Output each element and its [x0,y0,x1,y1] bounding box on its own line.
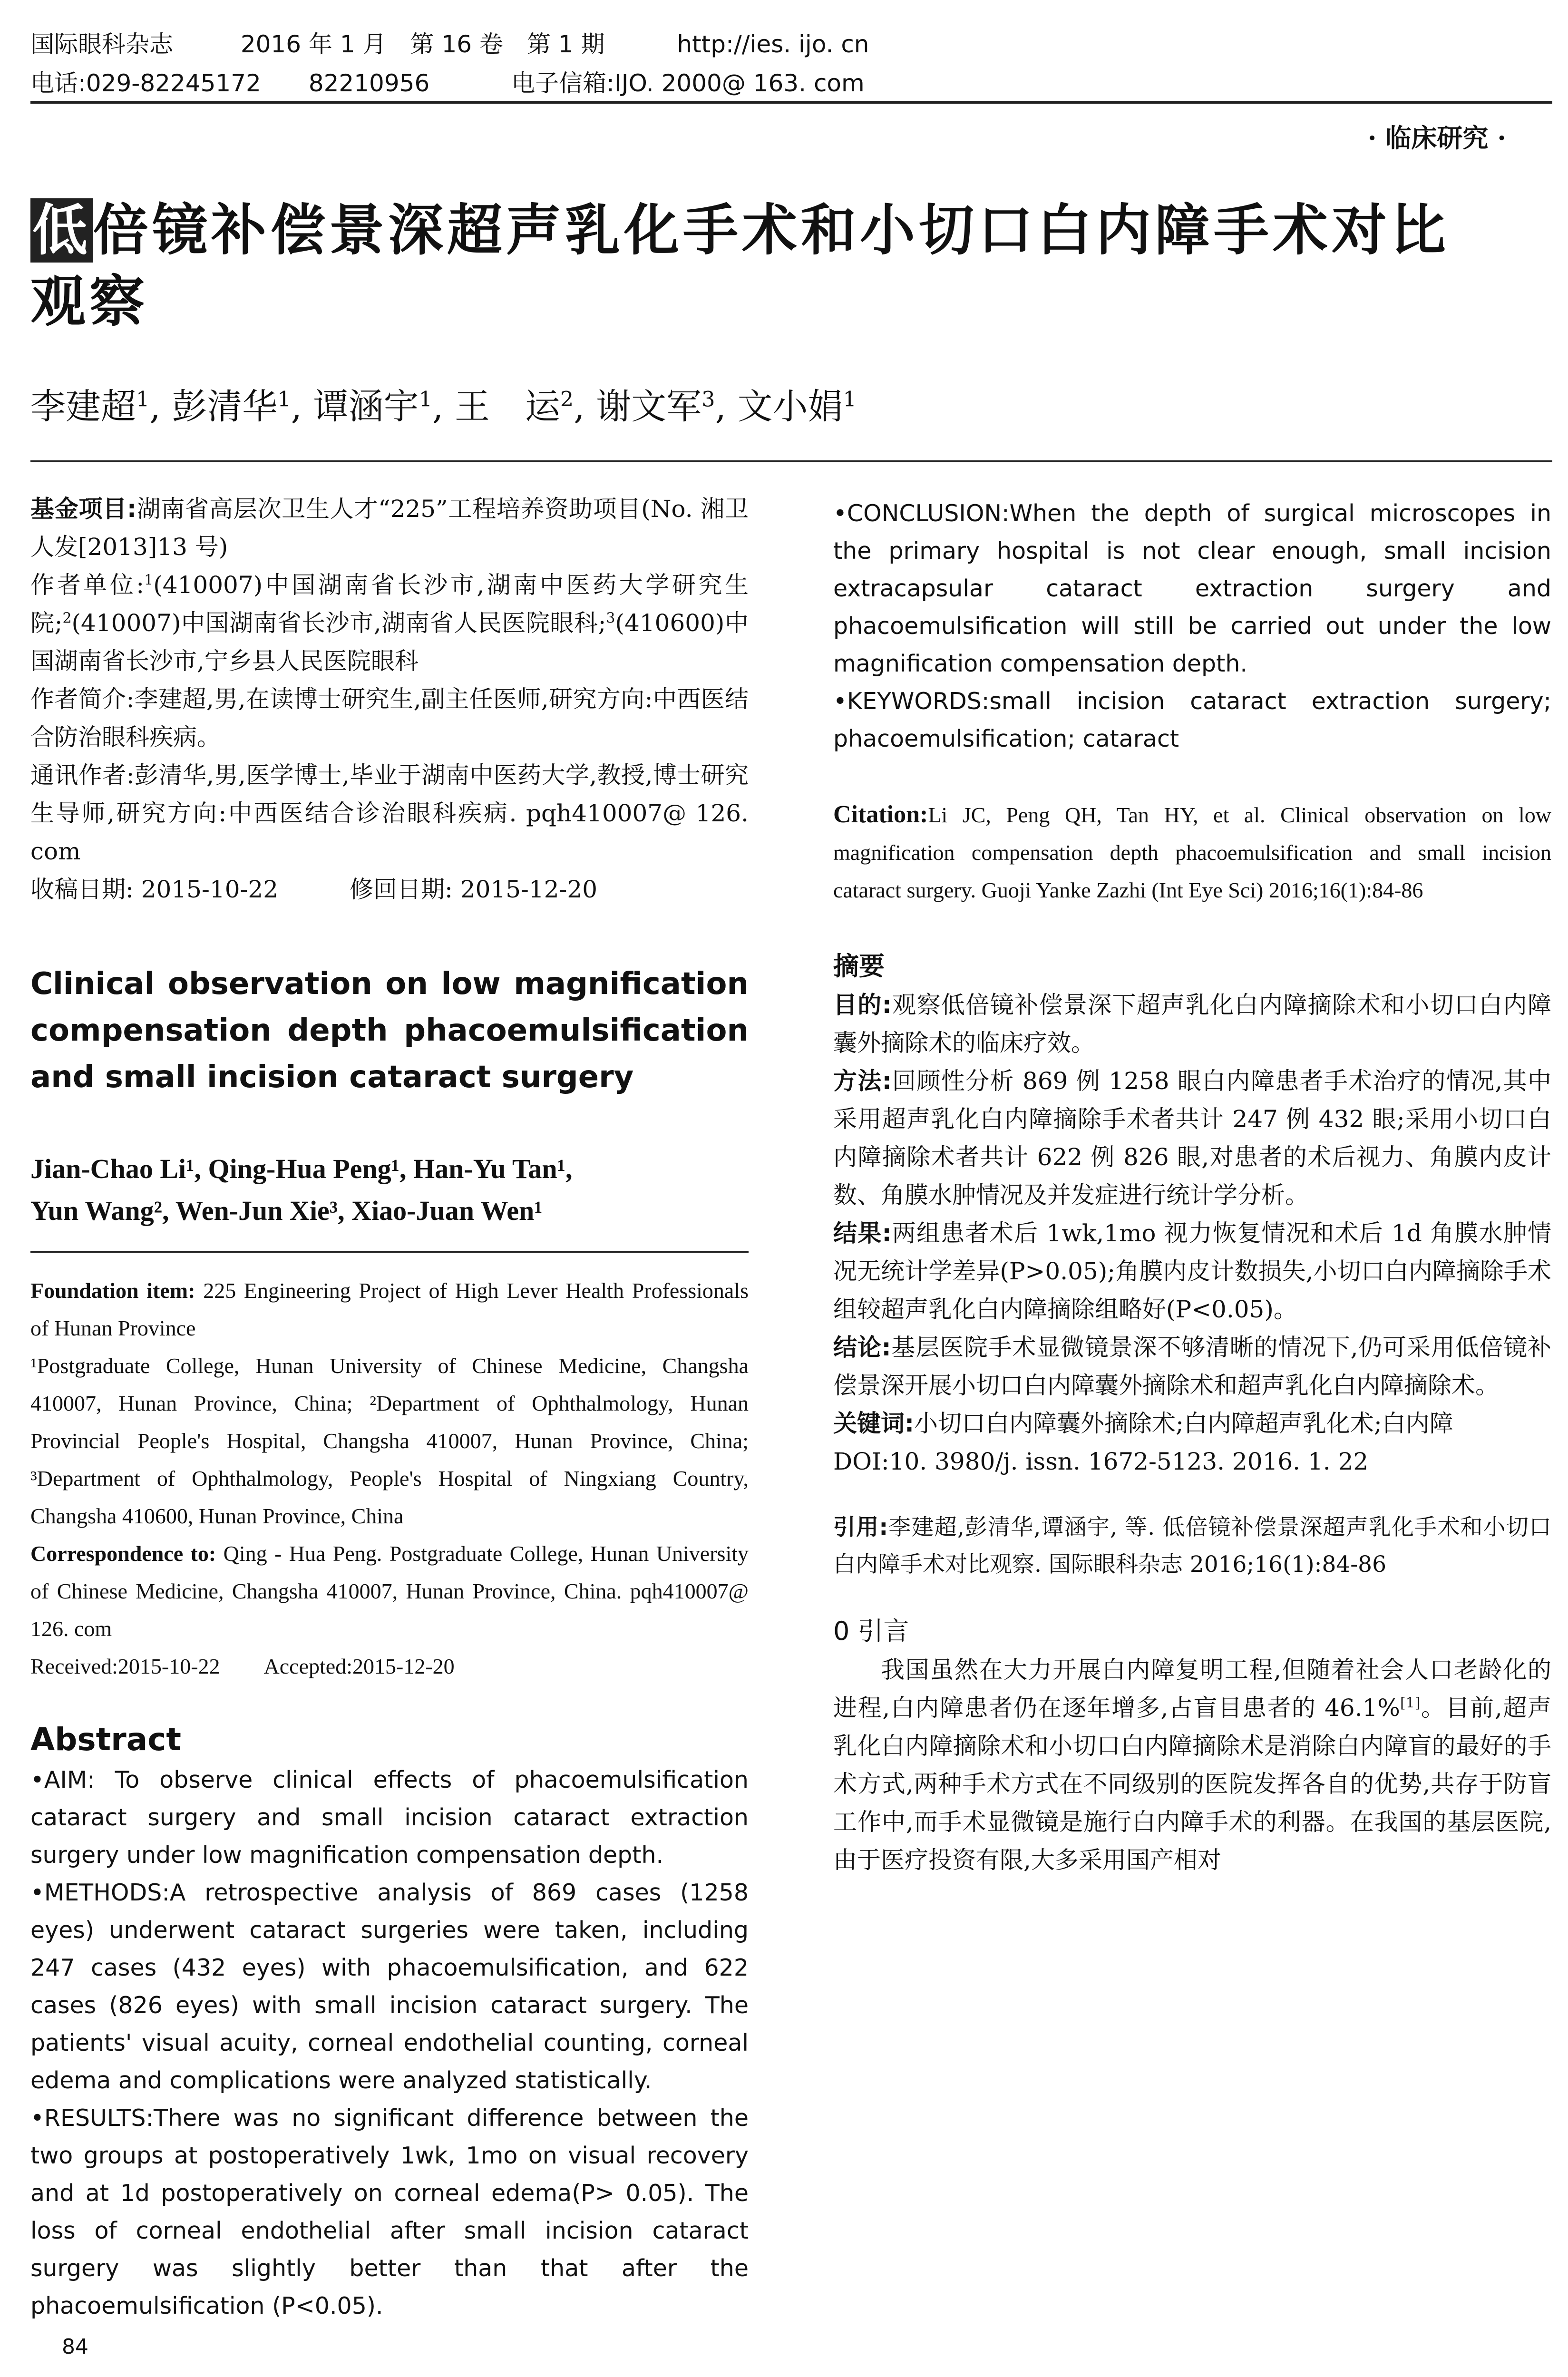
fund-cn: 基金项目:湖南省高层次卫生人才“225”工程培养资助项目(No. 湘卫人发[2013]13 号) [30,495,749,561]
author-cn: 文小娟 [737,386,843,427]
abstract-methods: •METHODS:A retrospective analysis of 869 cases (1258 eyes) underwent cataract surgeries were taken, including 247 cases (432 eyes) with phacoemulsification, and 622 cases (826 eyes) with small incision cataract surgery. The patients' visual acuity, corneal endothelial counting, corneal edema and complications were analyzed statistically. [30,1879,749,2094]
zh-keywords: 关键词:小切口白内障囊外摘除术;白内障超声乳化术;白内障 [833,1410,1453,1437]
phone-info: 电话:029-82245172 82210956 [30,69,430,97]
journal-url[interactable]: http://ies. ijo. cn [677,30,869,58]
authors-cn: 李建超$^1$, 彭清华$^1$, 谭涵宇$^1$, 王 运$^2$, 谢文军$^3$, 文小娟$^1$ [30,386,857,427]
zh-aim: 目的:观察低倍镜补偿景深下超声乳化白内障摘除术和小切口白内障囊外摘除术的临床疗效。 [833,991,1552,1057]
doi: DOI:10. 3980/j. issn. 1672-5123. 2016. 1. 22 [833,1448,1369,1475]
title-line1: 倍镜补偿景深超声乳化手术和小切口白内障手术对比 [93,198,1450,263]
journal-name: 国际眼科杂志 [30,30,173,58]
issue-info: 2016 年 1 月 第 16 卷 第 1 期 [240,30,605,58]
foundation-en: Foundation item: 225 Engineering Project of High Lever Health Professionals of Hunan Province [30,1278,749,1340]
abstract-aim: •AIM: To observe clinical effects of phacoemulsification cataract surgery and small incision cataract extraction surgery under low magnification compensation depth. [30,1766,749,1869]
citation-en: Citation:Li JC, Peng QH, Tan HY, et al. Clinical observation on low magnification compensation depth phacoemulsification and small incision cataract surgery. Guoji Yanke Zazhi (Int Eye Sci) 2016;16(1):84-86 [833,801,1551,902]
dates-cn: 收稿日期: 2015-10-22 修回日期: 2015-12-20 [30,876,598,903]
bio-cn: 作者简介:李建超,男,在读博士研究生,副主任医师,研究方向:中西医结合防治眼科疾病。 [30,685,749,751]
title-line2: 观察 [30,270,148,334]
left-column [30,490,749,2325]
zh-citation: 引用:李建超,彭清华,谭涵宇, 等. 低倍镜补偿景深超声乳化手术和小切口白内障手术对比观察. 国际眼科杂志 2016;16(1):84-86 [833,1514,1552,1578]
running-header [30,25,1552,106]
section-tag: · 临床研究 · [1367,123,1506,153]
author-cn: 王 运 [454,386,560,427]
title-first-char: 低 [30,198,93,263]
zh-abstract-heading: 摘要 [833,951,885,981]
authors-en-rule [30,1251,749,1253]
abstract-heading: Abstract [30,1721,181,1758]
affiliations-en: ¹Postgraduate College, Hunan University of Chinese Medicine, Changsha 410007, Hunan Province, China; ²Department of Ophthalmology, Hunan Provincial People's Hospital, Changsha 410007, Hunan Province, China; ³Department of Ophthalmology, People's Hospital of Ningxiang Country, Changsha 410600, Hunan Province, China [30,1354,749,1528]
author-cn: 谭涵宇 [313,386,419,427]
author-cn: 彭清华 [172,386,278,427]
author-cn: 谢文军 [596,386,702,427]
abstract-keywords: •KEYWORDS:small incision cataract extraction surgery; phacoemulsification; cataract [833,688,1551,752]
right-column [833,495,1551,1879]
author-cn: 李建超 [30,386,136,427]
email-info: 电子信箱:IJO. 2000@ 163. com [511,69,865,97]
intro-heading: 0 引言 [833,1616,909,1646]
zh-methods: 方法:回顾性分析 869 例 1258 眼白内障患者手术治疗的情况,其中采用超声乳化白内障摘除手术者共计 247 例 432 眼;采用小切口白内障摘除术者共计 622 例 826 眼,对患者的术后视力、角膜内皮计数、角膜水肿情况及并发症进行统计学分析。 [833,1067,1551,1209]
zh-conclusion: 结论:基层医院手术显微镜景深不够清晰的情况下,仍可采用低倍镜补偿景深开展小切口白内障囊外摘除术和超声乳化白内障摘除术。 [833,1334,1551,1399]
article-title [30,195,1567,338]
unit-cn: 作者单位:$^1$(410007)中国湖南省长沙市,湖南中医药大学研究生院;$^2$(410007)中国湖南省长沙市,湖南省人民医院眼科;$^3$(410600)中国湖南省长沙市,宁乡县人民医院眼科 [30,571,749,675]
english-title: Clinical observation on low magnification compensation depth phacoemulsification and small incision cataract surgery [30,966,749,1095]
abstract-results: •RESULTS:There was no significant difference between the two groups at postoperatively 1wk, 1mo on visual recovery and at 1d postoperatively on corneal edema(P> 0.05). The loss of corneal endothelial after small incision cataract surgery was slightly better than that after the phacoemulsification (P<0.05). [30,2104,749,2319]
dates-en: Received:2015-10-22 Accepted:2015-12-20 [30,1654,455,1678]
correspondence-en: Correspondence to: Qing - Hua Peng. Postgraduate College, Hunan University of Chinese Medicine, Changsha 410007, Hunan Province, China. pqh410007@ 126. com [30,1541,749,1641]
header-rule [30,101,1552,104]
abstract-conclusion: •CONCLUSION:When the depth of surgical microscopes in the primary hospital is not clear enough, small incision extracapsular cataract extraction surgery and phacoemulsification will still be carried out under the low magnification compensation depth. [833,500,1551,677]
authors-en: Jian-Chao Li¹, Qing-Hua Peng¹, Han-Yu Tan¹, Yun Wang², Wen-Jun Xie³, Xiao-Juan Wen¹ [30,1153,573,1226]
zh-results: 结果:两组患者术后 1wk,1mo 视力恢复情况和术后 1d 角膜水肿情况无统计学差异(P>0.05);角膜内皮计数损失,小切口白内障摘除手术组较超声乳化白内障摘除组略好(P<0.05)。 [833,1219,1551,1323]
intro-paragraph: 我国虽然在大力开展白内障复明工程,但随着社会人口老龄化的进程,白内障患者仍在逐年增多,占盲目患者的 46.1%[1]。目前,超声乳化白内障摘除术和小切口白内障摘除术是消除白内障盲的最好的手术方式,两种手术方式在不同级别的医院发挥各自的优势,共存于防盲工作中,而手术显微镜是施行白内障手术的利器。在我国的基层医院,由于医疗投资有限,大多采用国产相对 [833,1656,1551,1874]
corr-cn: 通讯作者:彭清华,男,医学博士,毕业于湖南中医药大学,教授,博士研究生导师,研究方向:中西医结合诊治眼科疾病. pqh410007@ 126. com [30,761,749,865]
title-rule [30,460,1552,462]
page-number: 84 [62,2335,88,2359]
